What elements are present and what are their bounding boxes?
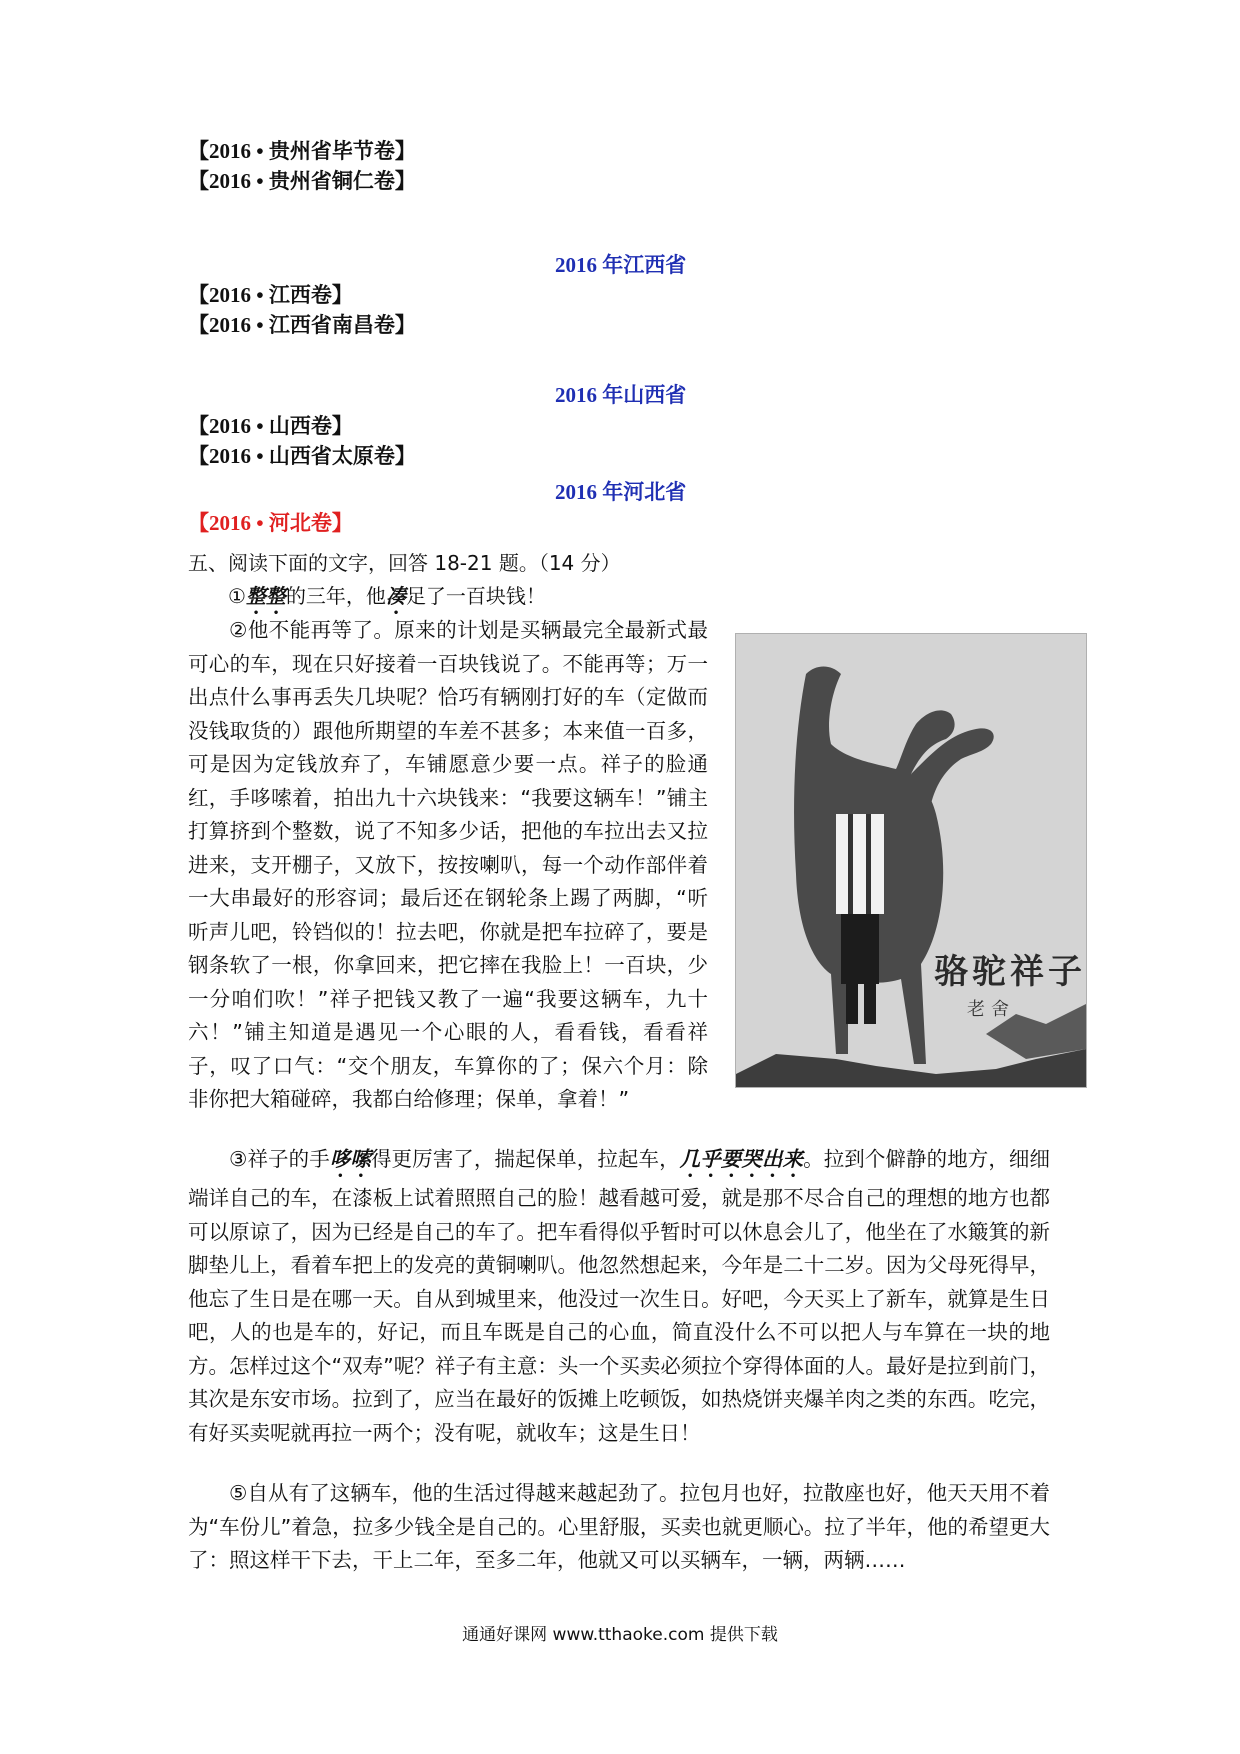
- paragraph-3-emph-1: 哆嗦: [329, 1147, 371, 1171]
- paragraph-1-post: 足了一百块钱！: [405, 584, 546, 608]
- province-shanxi-title: 2016 年山西省: [555, 383, 687, 407]
- paragraph-1-pre: ①: [228, 584, 246, 608]
- paragraph-3: [188, 1143, 1050, 1450]
- paragraph-3-emph-2: 几乎要哭出来: [679, 1147, 804, 1171]
- paragraph-5: ⑤自从有了这辆车，他的生活过得越来越起劲了。拉包月也好，拉散座也好，他天天用不着为“车份儿”着急，拉多少钱全是自己的。心里舒服，买卖也就更顺心。拉了半年，他的希望更大了：照这样干下去，干上二年，至多二年，他就又可以买辆车，一辆，两辆……: [188, 1481, 1050, 1572]
- paragraph-3-mid: 得更厉害了，揣起保单，拉起车，: [370, 1147, 680, 1171]
- paragraph-3-pre: ③祥子的手: [229, 1147, 330, 1171]
- paragraph-3-post: 。拉到个僻静的地方，细细端详自己的车，在漆板上试着照照自己的脸！越看越可爱，就是那不尽合自己的理想的地方也都可以原谅了，因为已经是自己的车了。把车看得似乎暂时可以休息会儿了，他坐在了水簸箕的新脚垫儿上，看着车把上的发亮的黄铜喇叭。他忽然想起来，今年是二十二岁。因为父母死得早，他忘了生日是在哪一天。自从到城里来，他没过一次生日。好吧，今天买上了新车，就算是生日吧，人的也是车的，好记，而且车既是自己的心血，简直没什么不可以把人与车算在一块的地方。怎样过这个“双寿”呢？祥子有主意：头一个买卖必须拉个穿得体面的人。最好是拉到前门，其次是东安市场。拉到了，应当在最好的饭摊上吃顿饭，如热烧饼夹爆羊肉之类的东西。吃完，有好买卖呢就再拉一两个；没有呢，就收车；这是生日！: [188, 1147, 1051, 1445]
- province-hebei-title: 2016 年河北省: [555, 480, 687, 504]
- question-heading: 五、阅读下面的文字，回答 18-21 题。（14 分）: [188, 551, 621, 575]
- volume-jiangxi: 【2016 • 江西卷】: [188, 283, 353, 307]
- page-footer: 通通好课网 www.tthaoke.com 提供下载: [462, 1625, 778, 1645]
- volume-guizhou-tongren: 【2016 • 贵州省铜仁卷】: [188, 169, 416, 193]
- volume-guizhou-bijie: 【2016 • 贵州省毕节卷】: [188, 139, 416, 163]
- volume-jiangxi-nanchang: 【2016 • 江西省南昌卷】: [188, 313, 416, 337]
- camel-silhouette-icon: [736, 634, 1086, 1087]
- paragraph-1-emph-2: 凑: [385, 584, 406, 608]
- paragraph-2: ②他不能再等了。原来的计划是买辆最完全最新式最可心的车，现在只好接着一百块钱说了。不能再等；万一出点什么事再丢失几块呢？恰巧有辆刚打好的车（定做而没钱取货的）跟他所期望的车差不甚多；本来值一百多，可是因为定钱放弃了，车铺愿意少要一点。祥子的脸通红，手哆嗦着，拍出九十六块钱来：“我要这辆车！”铺主打算挤到个整数，说了不知多少话，把他的车拉出去又拉进来，支开棚子，又放下，按按喇叭，每一个动作部伴着一大串最好的形容词；最后还在钢轮条上踢了两脚，“听听声儿吧，铃铛似的！拉去吧，你就是把车拉碎了，要是钢条软了一根，你拿回来，把它摔在我脸上！一百块，少一分咱们吹！”祥子把钱又教了一遍“我要这辆车，九十六！”铺主知道是遇见一个心眼的人，看看钱，看看祥子，叹了口气：“交个朋友，车算你的了；保六个月：除非你把大箱碰碎，我都白给修理；保单，拿着！”: [188, 618, 708, 1111]
- cover-author: 老舍: [967, 999, 1015, 1020]
- cover-title: 骆驼祥子: [934, 952, 1086, 992]
- volume-shanxi: 【2016 • 山西卷】: [188, 414, 353, 438]
- paragraph-1-mid: 的三年，他: [285, 584, 386, 608]
- province-jiangxi-title: 2016 年江西省: [555, 253, 687, 277]
- volume-hebei: 【2016 • 河北卷】: [188, 511, 353, 535]
- paragraph-1-emph-1: 整整: [245, 584, 286, 608]
- book-cover-illustration: [735, 633, 1087, 1088]
- volume-shanxi-taiyuan: 【2016 • 山西省太原卷】: [188, 444, 416, 468]
